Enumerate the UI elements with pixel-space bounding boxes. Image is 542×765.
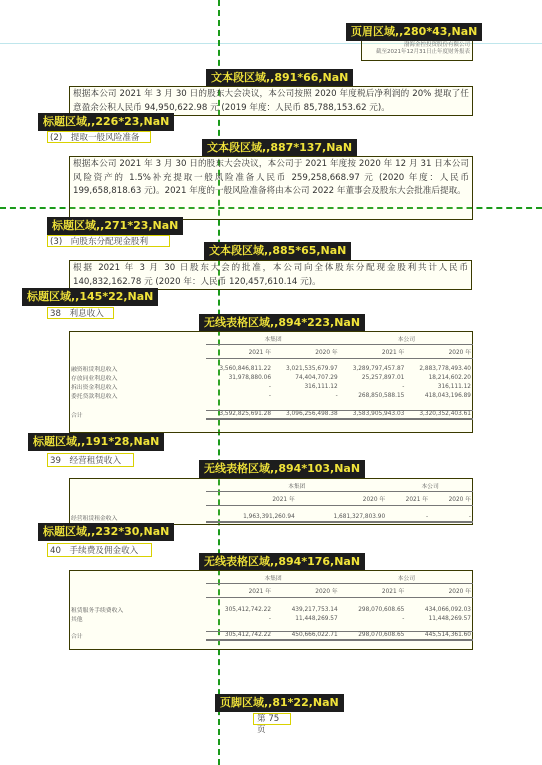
paragraph-2-tag: 文本段区域,,887*137,NaN xyxy=(202,139,357,157)
heading-3-tag: 标题区域,,145*22,NaN xyxy=(22,288,158,306)
heading-1-region xyxy=(47,131,151,143)
heading-2-region xyxy=(47,235,170,247)
heading-1-tag: 标题区域,,226*23,NaN xyxy=(38,113,174,131)
row-label: 拆出资金利息收入 xyxy=(71,385,118,391)
heading-cash-dividend: (3) 向股东分配现金股利 xyxy=(50,237,149,247)
cell: 445,514,361.60 xyxy=(406,631,473,640)
commission-income-table xyxy=(69,573,473,641)
heading-5-tag: 标题区域,,232*30,NaN xyxy=(38,523,174,541)
table-row xyxy=(69,391,473,400)
cell: 1,681,327,803.90 xyxy=(297,513,387,522)
header-region-tag: 页眉区域,,280*43,NaN xyxy=(346,23,482,41)
heading-3-region xyxy=(47,307,114,319)
total-row xyxy=(69,631,473,640)
cell: 298,070,608.65 xyxy=(340,631,407,640)
cell: 316,111.12 xyxy=(304,383,338,390)
table-row xyxy=(69,364,473,373)
table-row xyxy=(69,513,473,522)
table-2-tag: 无线表格区域,,894*103,NaN xyxy=(199,460,365,478)
column-header: 2020 年 xyxy=(430,491,473,505)
group-label: 本集团 xyxy=(206,334,339,344)
column-header: 2020 年 xyxy=(406,583,473,597)
group-label: 本公司 xyxy=(340,334,473,344)
row-label: 合计 xyxy=(71,413,83,419)
cell: 305,412,742.22 xyxy=(224,606,272,613)
cell: 3,021,535,679.97 xyxy=(286,365,338,372)
footer-tag: 页脚区域,,81*22,NaN xyxy=(215,694,344,712)
header-company: 渤海金控投资股份有限公司 xyxy=(403,42,470,48)
cell: 439,217,753.14 xyxy=(291,606,338,613)
column-header: 2021 年 xyxy=(206,344,273,358)
operating-lease-table xyxy=(69,481,473,523)
heading-5-region xyxy=(47,543,152,557)
group-label: 本集团 xyxy=(206,481,387,491)
cell: - xyxy=(268,392,272,399)
row-label: 经营租赁租金收入 xyxy=(71,516,118,522)
column-header: 2021 年 xyxy=(387,491,430,505)
interest-income-table xyxy=(69,334,473,420)
column-header: 2021 年 xyxy=(340,344,407,358)
cell: - xyxy=(402,615,405,622)
row-label: 存放同业利息收入 xyxy=(71,376,118,382)
cell: - xyxy=(430,513,473,522)
column-header: 2021 年 xyxy=(206,583,273,597)
paragraph-2-text: 根据本公司 2021 年 3 月 30 日的股东大会决议，本公司于 2021 年度按 2020 年 12 月 31 日本公司风险资产的 1.5%补充提取一般风险准备人民币 259,258,668.97 元 (2020 年度：人民币 199,658,818.63 元)。2021 年度的一般风险准备将由本公司 2022 年董事会及股东大会批准后提取。 xyxy=(73,159,469,196)
heading-general-risk-reserve: (2) 提取一般风险准备 xyxy=(50,133,140,143)
column-header: 2020 年 xyxy=(297,491,387,505)
heading-2-tag: 标题区域,,271*23,NaN xyxy=(47,217,183,235)
heading-4-tag: 标题区域,,191*28,NaN xyxy=(28,433,164,451)
row-label: 融资租赁利息收入 xyxy=(71,367,118,373)
column-header: 2021 年 xyxy=(340,583,407,597)
cell: 268,850,588.15 xyxy=(358,392,405,399)
cell: - xyxy=(387,513,430,522)
table-3-tag: 无线表格区域,,894*176,NaN xyxy=(199,553,365,571)
cell: 3,560,846,811.22 xyxy=(219,365,272,372)
total-row xyxy=(69,410,473,419)
cell: - xyxy=(268,383,272,390)
cell: 11,448,269.57 xyxy=(295,615,338,622)
cell: 74,404,707.29 xyxy=(295,374,338,381)
cell: 1,963,391,260.94 xyxy=(206,513,296,522)
paragraph-3-tag: 文本段区域,,885*65,NaN xyxy=(204,242,351,260)
cell: 3,583,905,943.03 xyxy=(340,410,407,419)
group-label: 本集团 xyxy=(206,573,339,583)
cell: 11,448,269.57 xyxy=(428,615,471,622)
paragraph-1-text: 根据本公司 2021 年 3 月 30 日的股东大会决议，本公司按照 2020 年度税后净利润的 20% 提取了任意盈余公积人民币 94,950,622.98 元 (2019 年度：人民币 85,788,153.62 元)。 xyxy=(73,89,469,113)
table-row xyxy=(69,382,473,391)
table-row xyxy=(69,373,473,382)
cell: 31,978,880.06 xyxy=(228,374,272,381)
column-header: 2020 年 xyxy=(273,344,340,358)
cell: 3,320,352,403.61 xyxy=(406,410,473,419)
cell: - xyxy=(402,383,405,390)
page-number: 第 75 页 xyxy=(257,714,280,735)
column-header: 2021 年 xyxy=(206,491,296,505)
paragraph-3-text: 根据 2021 年 3 月 30 日股东大会的批准，本公司向全体股东分配现金股利共计人民币 140,832,162.78 元 (2020 年：人民币 120,457,610.14 元)。 xyxy=(73,263,468,287)
cell: 450,666,022.71 xyxy=(273,631,340,640)
heading-4-region xyxy=(47,453,134,467)
group-label: 本公司 xyxy=(340,573,473,583)
heading-commission-income: 40 手续费及佣金收入 xyxy=(50,546,139,556)
cell: 3,289,797,457.87 xyxy=(352,365,405,372)
cell: 298,070,608.65 xyxy=(358,606,405,613)
cell: 3,096,256,498.38 xyxy=(273,410,340,419)
page-footer-region xyxy=(253,713,291,735)
column-header: 2020 年 xyxy=(406,344,473,358)
paragraph-1-tag: 文本段区域,,891*66,NaN xyxy=(206,69,353,87)
cell: 3,592,825,691.28 xyxy=(206,410,273,419)
cell: 2,883,778,493.40 xyxy=(419,365,471,372)
cell: 418,043,196.89 xyxy=(424,392,471,399)
row-label: 租赁服务手续费收入 xyxy=(71,608,124,614)
cell: - xyxy=(268,615,272,622)
cell: 18,214,602.20 xyxy=(428,374,471,381)
group-label: 本公司 xyxy=(387,481,473,491)
cell: 305,412,742.22 xyxy=(206,631,273,640)
table-row xyxy=(69,614,473,623)
page-header-region xyxy=(361,40,473,61)
row-label: 其他 xyxy=(71,617,83,623)
heading-operating-lease-income: 39 经营租赁收入 xyxy=(50,456,122,466)
column-header: 2020 年 xyxy=(273,583,340,597)
row-label: 合计 xyxy=(71,634,83,640)
cell: - xyxy=(335,392,338,399)
header-period: 截至2021年12月31日止年度财务报表 xyxy=(376,49,470,55)
heading-interest-income: 38 利息收入 xyxy=(50,309,104,319)
cell: 316,111.12 xyxy=(437,383,471,390)
row-label: 委托贷款利息收入 xyxy=(71,394,118,400)
cell: 25,257,897.01 xyxy=(361,374,405,381)
cell: 434,066,092.03 xyxy=(424,606,471,613)
table-1-tag: 无线表格区域,,894*223,NaN xyxy=(199,314,365,332)
table-row xyxy=(69,605,473,614)
